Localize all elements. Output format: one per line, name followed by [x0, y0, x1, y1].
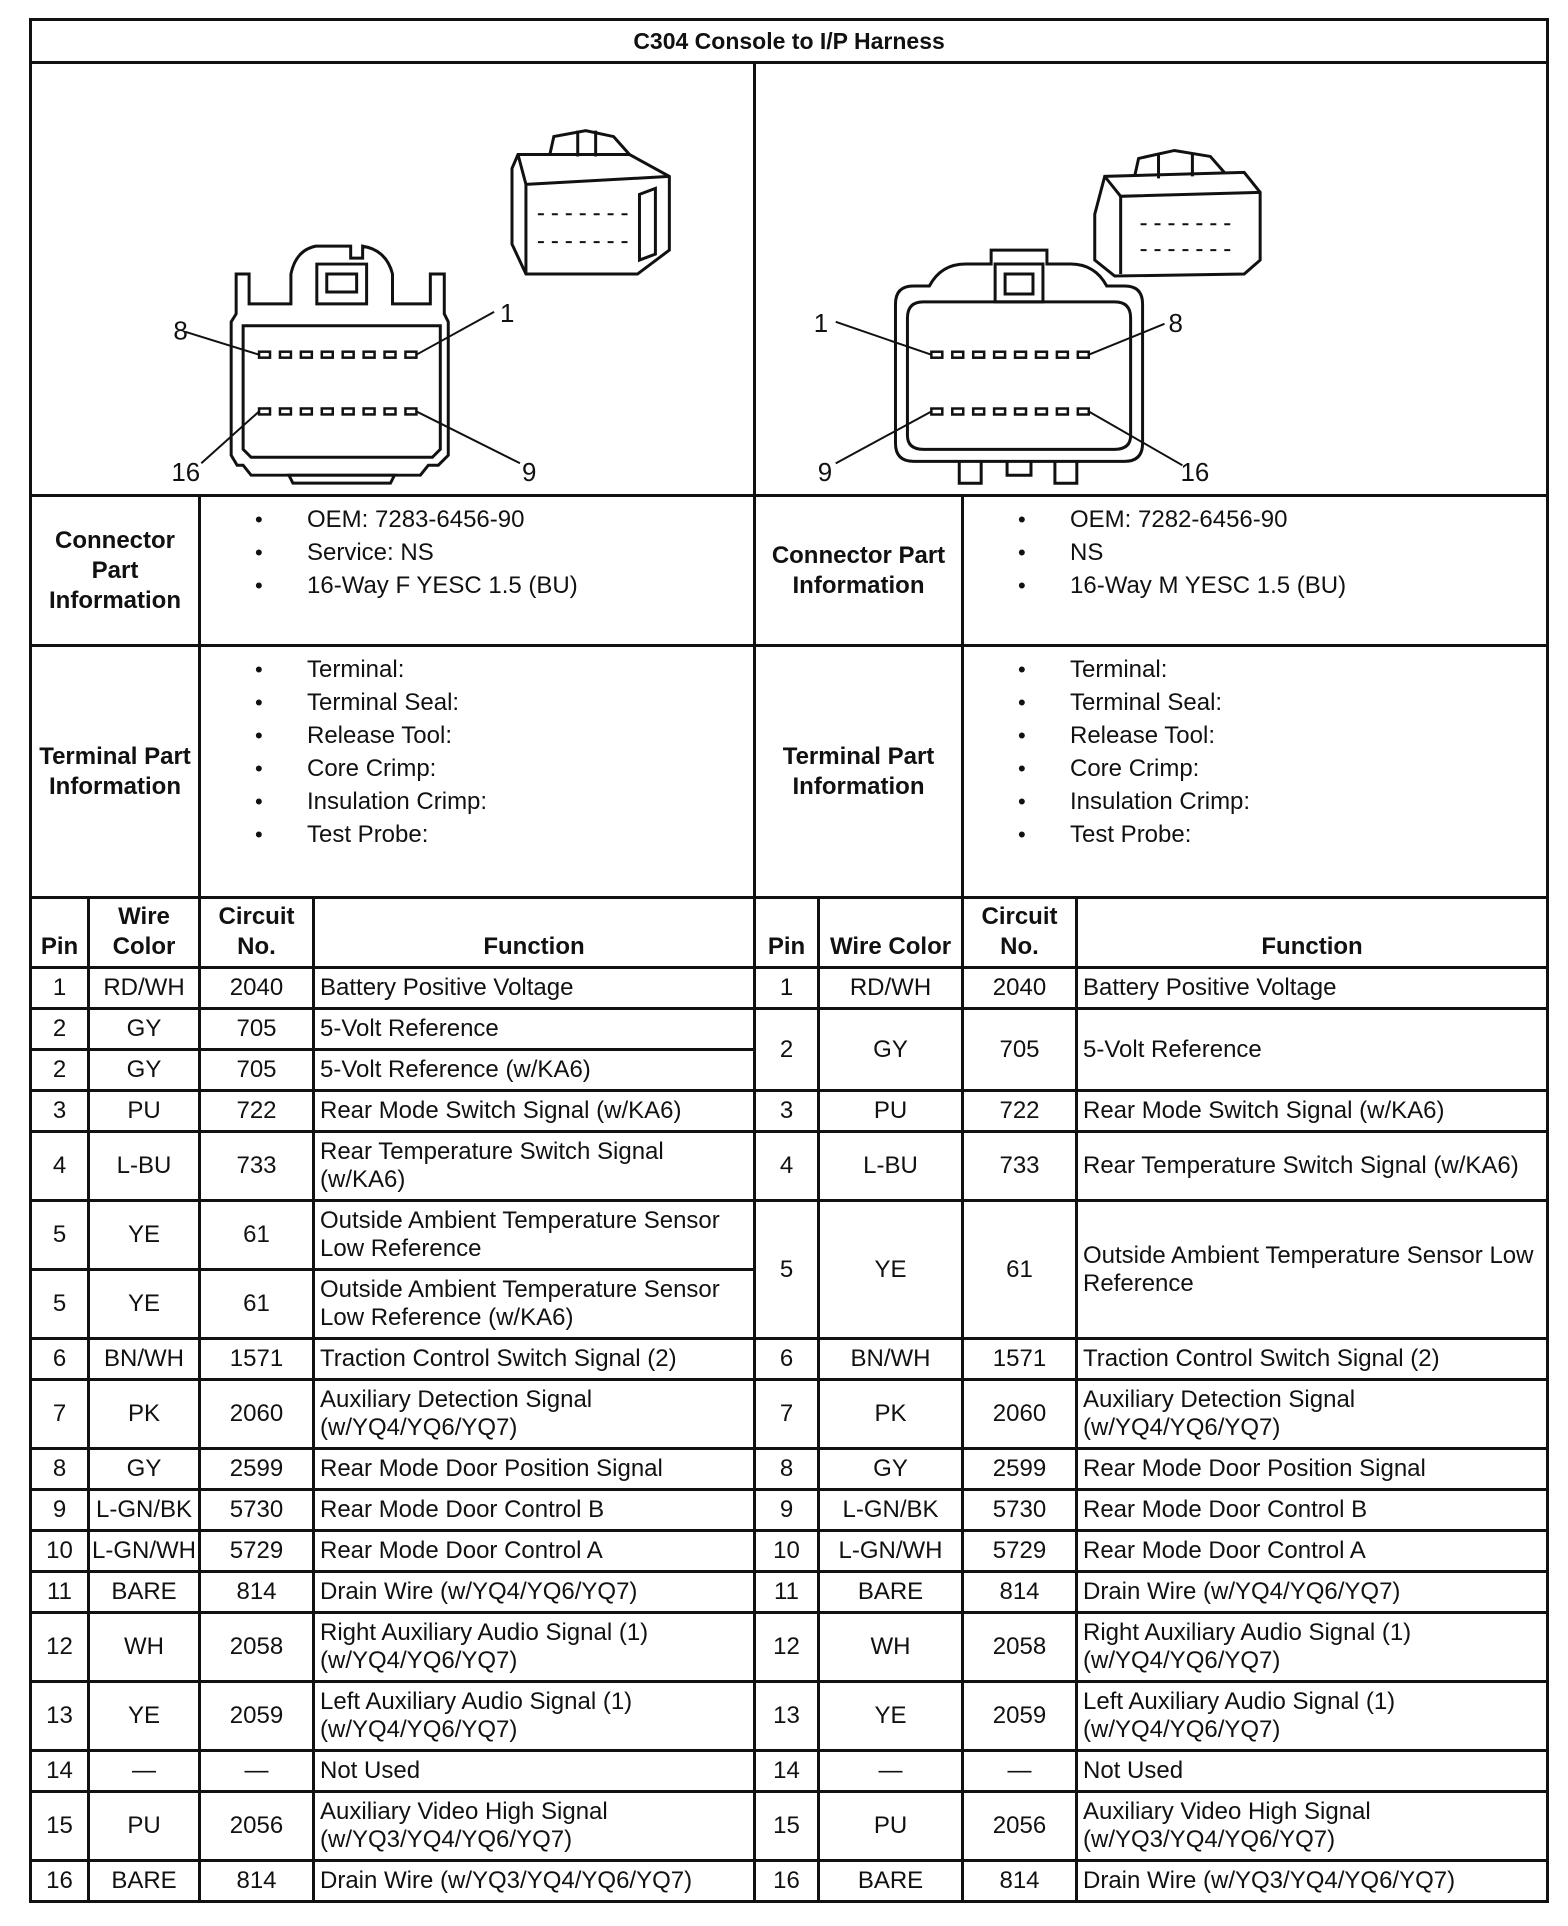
function-cell: Outside Ambient Temperature Sensor Low Reference (w/KA6) — [314, 1270, 755, 1339]
pin-cell: 10 — [755, 1531, 819, 1572]
list-item: • Test Probe: — [964, 820, 1546, 853]
circuit-cell: 814 — [963, 1572, 1077, 1613]
function-cell: 5-Volt Reference — [1077, 1009, 1548, 1091]
pin-cell: 11 — [31, 1572, 89, 1613]
circuit-cell: 705 — [200, 1050, 314, 1091]
left-terminal-part-label: Terminal Part Information — [31, 646, 200, 898]
female-connector-drawing — [32, 64, 753, 494]
function-cell: Right Auxiliary Audio Signal (1) (w/YQ4/YQ6/YQ7) — [314, 1613, 755, 1682]
function-cell: Left Auxiliary Audio Signal (1) (w/YQ4/YQ6/YQ7) — [1077, 1682, 1548, 1751]
function-cell: Drain Wire (w/YQ4/YQ6/YQ7) — [1077, 1572, 1548, 1613]
wire-color-cell: YE — [89, 1270, 200, 1339]
function-cell: Not Used — [1077, 1751, 1548, 1792]
table-row — [31, 1861, 1548, 1902]
list-item: • 16-Way M YESC 1.5 (BU) — [964, 571, 1546, 604]
circuit-cell: 733 — [200, 1132, 314, 1201]
pin-cell: 1 — [31, 968, 89, 1009]
table-row — [31, 1449, 1548, 1490]
pin-cell: 2 — [31, 1009, 89, 1050]
wire-color-cell: L-BU — [89, 1132, 200, 1201]
column-header-pin: Pin — [31, 898, 89, 968]
wire-color-cell: PK — [89, 1380, 200, 1449]
circuit-cell: 2058 — [200, 1613, 314, 1682]
function-cell: Auxiliary Detection Signal (w/YQ4/YQ6/YQ7) — [1077, 1380, 1548, 1449]
function-cell: Outside Ambient Temperature Sensor Low Reference — [314, 1201, 755, 1270]
column-header-pin: Pin — [755, 898, 819, 968]
circuit-cell: — — [963, 1751, 1077, 1792]
page-title: C304 Console to I/P Harness — [31, 20, 1548, 63]
wire-color-cell: YE — [89, 1682, 200, 1751]
wire-color-cell: PK — [819, 1380, 963, 1449]
function-cell: Auxiliary Detection Signal (w/YQ4/YQ6/YQ7) — [314, 1380, 755, 1449]
function-cell: Auxiliary Video High Signal (w/YQ3/YQ4/YQ6/YQ7) — [1077, 1792, 1548, 1861]
circuit-cell: 1571 — [963, 1339, 1077, 1380]
function-cell: Rear Temperature Switch Signal (w/KA6) — [1077, 1132, 1548, 1201]
list-item: • Core Crimp: — [964, 754, 1546, 787]
table-row — [31, 1751, 1548, 1792]
circuit-cell: 722 — [200, 1091, 314, 1132]
function-cell: 5-Volt Reference (w/KA6) — [314, 1050, 755, 1091]
wire-color-cell: GY — [89, 1050, 200, 1091]
pin-cell: 4 — [755, 1132, 819, 1201]
wire-color-cell: L-GN/BK — [89, 1490, 200, 1531]
pin-cell: 13 — [31, 1682, 89, 1751]
male-connector-3d-icon — [1095, 150, 1260, 276]
wire-color-cell: BARE — [819, 1861, 963, 1902]
table-row — [31, 1490, 1548, 1531]
wire-color-cell: YE — [819, 1682, 963, 1751]
function-cell: Rear Mode Door Control B — [1077, 1490, 1548, 1531]
wire-color-cell: — — [819, 1751, 963, 1792]
circuit-cell: 2599 — [963, 1449, 1077, 1490]
pin-callout-9: 9 — [521, 459, 537, 488]
left-terminal-part-info — [200, 646, 755, 898]
pin-cell: 6 — [755, 1339, 819, 1380]
circuit-cell: 5729 — [200, 1531, 314, 1572]
wire-color-cell: GY — [89, 1449, 200, 1490]
circuit-cell: 814 — [200, 1572, 314, 1613]
list-item: • Core Crimp: — [201, 754, 753, 787]
circuit-cell: 722 — [963, 1091, 1077, 1132]
pin-callout-1: 1 — [500, 299, 515, 328]
circuit-cell: 61 — [963, 1201, 1077, 1339]
function-cell: Drain Wire (w/YQ3/YQ4/YQ6/YQ7) — [1077, 1861, 1548, 1902]
wire-color-cell: L-GN/BK — [819, 1490, 963, 1531]
pin-callout-16: 16 — [171, 459, 201, 488]
pin-cell: 16 — [31, 1861, 89, 1902]
circuit-cell: 2059 — [963, 1682, 1077, 1751]
pin-callout-9: 9 — [817, 459, 833, 488]
male-connector-face — [836, 250, 1183, 483]
column-header-function: Function — [314, 898, 755, 968]
function-cell: Rear Mode Door Position Signal — [314, 1449, 755, 1490]
list-item: • Terminal Seal: — [964, 688, 1546, 721]
wire-color-cell: PU — [89, 1792, 200, 1861]
wire-color-cell: YE — [819, 1201, 963, 1339]
table-row — [31, 1380, 1548, 1449]
list-item: • 16-Way F YESC 1.5 (BU) — [201, 571, 753, 604]
pin-cell: 3 — [755, 1091, 819, 1132]
circuit-cell: 814 — [963, 1861, 1077, 1902]
pin-callout-8: 8 — [173, 317, 188, 346]
pin-cell: 11 — [755, 1572, 819, 1613]
wire-color-cell: RD/WH — [819, 968, 963, 1009]
list-item: • Release Tool: — [201, 721, 753, 754]
pin-cell: 5 — [31, 1270, 89, 1339]
column-header-circuit: Circuit No. — [963, 898, 1077, 968]
pin-cell: 2 — [755, 1009, 819, 1091]
list-item: • Terminal: — [201, 655, 753, 688]
table-row — [31, 1792, 1548, 1861]
column-header-circuit: Circuit No. — [200, 898, 314, 968]
function-cell: Drain Wire (w/YQ3/YQ4/YQ6/YQ7) — [314, 1861, 755, 1902]
list-item: • Release Tool: — [964, 721, 1546, 754]
wire-color-cell: BN/WH — [819, 1339, 963, 1380]
wire-color-cell: L-GN/WH — [819, 1531, 963, 1572]
pin-callout-1: 1 — [813, 309, 829, 338]
pin-cell: 8 — [31, 1449, 89, 1490]
wire-color-cell: PU — [819, 1792, 963, 1861]
wire-color-cell: PU — [819, 1091, 963, 1132]
list-item: • NS — [964, 538, 1546, 571]
pin-cell: 1 — [755, 968, 819, 1009]
pin-cell: 7 — [755, 1380, 819, 1449]
right-connector-part-label: Connector Part Information — [755, 496, 963, 646]
table-row — [31, 1009, 1548, 1050]
pin-cell: 4 — [31, 1132, 89, 1201]
circuit-cell: 814 — [200, 1861, 314, 1902]
circuit-cell: 2056 — [200, 1792, 314, 1861]
list-item: • OEM: 7283-6456-90 — [201, 505, 753, 538]
pin-cell: 2 — [31, 1050, 89, 1091]
function-cell: Drain Wire (w/YQ4/YQ6/YQ7) — [314, 1572, 755, 1613]
female-connector-face — [185, 246, 520, 483]
pin-cell: 9 — [755, 1490, 819, 1531]
right-terminal-part-info — [963, 646, 1548, 898]
table-row — [31, 1682, 1548, 1751]
wire-color-cell: WH — [819, 1613, 963, 1682]
list-item: • OEM: 7282-6456-90 — [964, 505, 1546, 538]
table-row — [31, 1132, 1548, 1201]
table-row — [31, 1531, 1548, 1572]
connector-sheet — [29, 18, 1546, 1903]
circuit-cell: 705 — [200, 1009, 314, 1050]
wire-color-cell: — — [89, 1751, 200, 1792]
pin-cell: 3 — [31, 1091, 89, 1132]
circuit-cell: 5730 — [200, 1490, 314, 1531]
connector-table — [29, 18, 1549, 1903]
pin-cell: 8 — [755, 1449, 819, 1490]
pin-cell: 12 — [31, 1613, 89, 1682]
list-item: • Terminal Seal: — [201, 688, 753, 721]
pin-cell: 6 — [31, 1339, 89, 1380]
list-item: • Terminal: — [964, 655, 1546, 688]
circuit-cell: 705 — [963, 1009, 1077, 1091]
pin-cell: 7 — [31, 1380, 89, 1449]
circuit-cell: 2040 — [200, 968, 314, 1009]
wire-color-cell: L-GN/WH — [89, 1531, 200, 1572]
list-item: • Insulation Crimp: — [201, 787, 753, 820]
circuit-cell: — — [200, 1751, 314, 1792]
circuit-cell: 5729 — [963, 1531, 1077, 1572]
list-item: • Test Probe: — [201, 820, 753, 853]
pin-cell: 15 — [31, 1792, 89, 1861]
circuit-cell: 5730 — [963, 1490, 1077, 1531]
circuit-cell: 2056 — [963, 1792, 1077, 1861]
pin-callout-16: 16 — [1180, 459, 1210, 488]
function-cell: Battery Positive Voltage — [1077, 968, 1548, 1009]
wire-color-cell: GY — [89, 1009, 200, 1050]
list-item: • Insulation Crimp: — [964, 787, 1546, 820]
column-header-wire-color: Wire Color — [819, 898, 963, 968]
function-cell: Rear Mode Door Control B — [314, 1490, 755, 1531]
circuit-cell: 2060 — [200, 1380, 314, 1449]
table-row — [31, 1572, 1548, 1613]
pin-callout-8: 8 — [1168, 309, 1183, 338]
pin-cell: 15 — [755, 1792, 819, 1861]
function-cell: Outside Ambient Temperature Sensor Low Reference — [1077, 1201, 1548, 1339]
table-row — [31, 1091, 1548, 1132]
function-cell: Traction Control Switch Signal (2) — [314, 1339, 755, 1380]
function-cell: Rear Mode Door Control A — [1077, 1531, 1548, 1572]
right-terminal-part-label: Terminal Part Information — [755, 646, 963, 898]
function-cell: Rear Mode Switch Signal (w/KA6) — [314, 1091, 755, 1132]
column-header-function: Function — [1077, 898, 1548, 968]
table-row — [31, 1613, 1548, 1682]
pin-cell: 10 — [31, 1531, 89, 1572]
pin-cell: 13 — [755, 1682, 819, 1751]
pin-cell: 5 — [755, 1201, 819, 1339]
function-cell: Rear Mode Switch Signal (w/KA6) — [1077, 1091, 1548, 1132]
wire-color-cell: PU — [89, 1091, 200, 1132]
circuit-cell: 61 — [200, 1201, 314, 1270]
function-cell: Rear Mode Door Position Signal — [1077, 1449, 1548, 1490]
wire-color-cell: BARE — [89, 1572, 200, 1613]
circuit-cell: 2059 — [200, 1682, 314, 1751]
wire-color-cell: GY — [819, 1009, 963, 1091]
function-cell: Battery Positive Voltage — [314, 968, 755, 1009]
male-connector-drawing — [756, 64, 1546, 494]
circuit-cell: 733 — [963, 1132, 1077, 1201]
pin-cell: 9 — [31, 1490, 89, 1531]
pin-cell: 12 — [755, 1613, 819, 1682]
wire-color-cell: BARE — [89, 1861, 200, 1902]
table-row — [31, 1339, 1548, 1380]
circuit-cell: 1571 — [200, 1339, 314, 1380]
circuit-cell: 61 — [200, 1270, 314, 1339]
wire-color-cell: YE — [89, 1201, 200, 1270]
function-cell: Rear Mode Door Control A — [314, 1531, 755, 1572]
function-cell: Left Auxiliary Audio Signal (1) (w/YQ4/YQ6/YQ7) — [314, 1682, 755, 1751]
table-row — [31, 968, 1548, 1009]
circuit-cell: 2040 — [963, 968, 1077, 1009]
left-connector-part-info — [200, 496, 755, 646]
wire-color-cell: GY — [819, 1449, 963, 1490]
function-cell: 5-Volt Reference — [314, 1009, 755, 1050]
function-cell: Auxiliary Video High Signal (w/YQ3/YQ4/YQ6/YQ7) — [314, 1792, 755, 1861]
wire-color-cell: RD/WH — [89, 968, 200, 1009]
right-connector-part-info — [963, 496, 1548, 646]
wire-color-cell: BARE — [819, 1572, 963, 1613]
list-item: • Service: NS — [201, 538, 753, 571]
pin-cell: 14 — [31, 1751, 89, 1792]
wire-color-cell: BN/WH — [89, 1339, 200, 1380]
circuit-cell: 2060 — [963, 1380, 1077, 1449]
wire-color-cell: L-BU — [819, 1132, 963, 1201]
male-connector-diagram — [755, 63, 1548, 496]
left-connector-part-label: Connector Part Information — [31, 496, 200, 646]
wire-color-cell: WH — [89, 1613, 200, 1682]
function-cell: Traction Control Switch Signal (2) — [1077, 1339, 1548, 1380]
pin-cell: 14 — [755, 1751, 819, 1792]
female-connector-3d-icon — [512, 131, 669, 274]
pin-cell: 16 — [755, 1861, 819, 1902]
column-header-wire-color: Wire Color — [89, 898, 200, 968]
female-connector-diagram — [31, 63, 755, 496]
function-cell: Not Used — [314, 1751, 755, 1792]
circuit-cell: 2058 — [963, 1613, 1077, 1682]
pin-cell: 5 — [31, 1201, 89, 1270]
function-cell: Right Auxiliary Audio Signal (1) (w/YQ4/YQ6/YQ7) — [1077, 1613, 1548, 1682]
table-row — [31, 1201, 1548, 1270]
circuit-cell: 2599 — [200, 1449, 314, 1490]
function-cell: Rear Temperature Switch Signal (w/KA6) — [314, 1132, 755, 1201]
